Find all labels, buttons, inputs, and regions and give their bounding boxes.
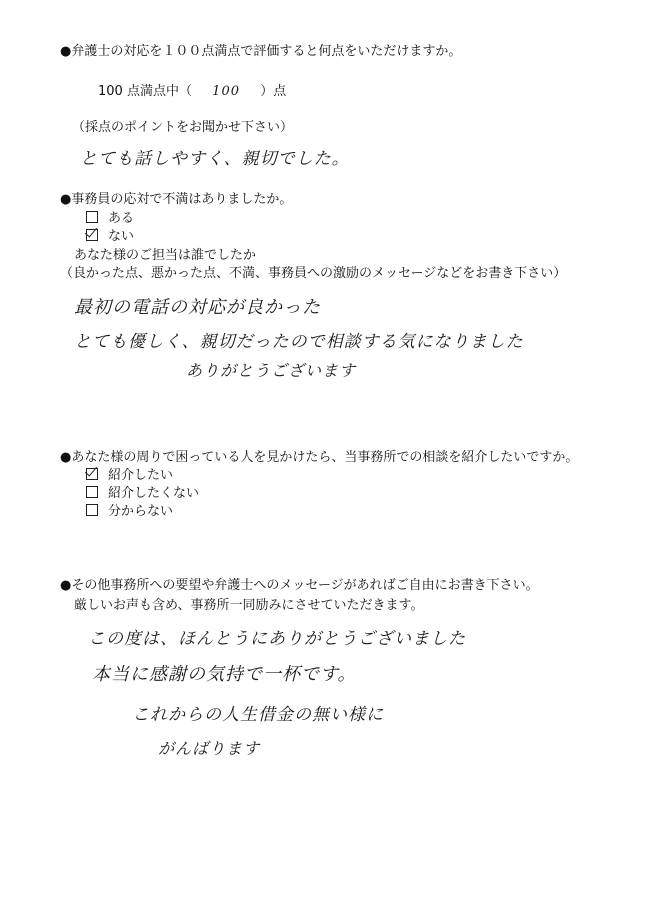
checkbox-checked-icon[interactable] — [86, 468, 98, 480]
q4-note: 厳しいお声も含め、事務所一同励みにさせていただきます。 — [74, 598, 424, 613]
q4-answer-line-1[interactable]: この度は、ほんとうにありがとうございました — [88, 629, 466, 649]
q4-answer-line-3[interactable]: これからの人生借金の無い様に — [132, 705, 384, 725]
score-value[interactable]: 100 — [212, 84, 240, 99]
checkbox-icon[interactable] — [86, 504, 98, 516]
question-1 — [60, 44, 461, 60]
bullet-icon: ● — [60, 578, 72, 593]
option-label: ない — [108, 229, 135, 244]
staff-label: あなた様のご担当は誰でしたか — [74, 248, 257, 263]
comment-label: （良かった点、悪かった点、不満、事務員への激励のメッセージなどをお書き下さい） — [60, 266, 567, 281]
checkbox-icon[interactable] — [86, 211, 98, 223]
question-2 — [60, 192, 292, 208]
bullet-icon: ● — [60, 450, 72, 465]
score-row — [98, 84, 286, 100]
score-suffix: ）点 — [260, 84, 287, 99]
q3-option-wakaranai[interactable] — [86, 504, 173, 520]
points-answer[interactable]: とても話しやすく、親切でした。 — [80, 149, 350, 169]
question-3-text: あなた様の周りで困っている人を見かけたら、当事務所での相談を紹介したいですか。 — [71, 450, 579, 465]
question-2-text: 事務員の応対で不満はありましたか。 — [71, 192, 293, 207]
option-label: ある — [108, 211, 135, 226]
points-label: （採点のポイントをお聞かせ下さい） — [72, 120, 294, 135]
bullet-icon: ● — [60, 44, 72, 59]
q2-option-nai[interactable] — [86, 229, 134, 245]
option-label: 紹介したくない — [108, 486, 200, 501]
question-4-text: その他事務所への要望や弁護士へのメッセージがあればご自由にお書き下さい。 — [71, 578, 539, 593]
checkbox-checked-icon[interactable] — [86, 229, 98, 241]
q2-answer-line-2[interactable]: とても優しく、親切だったので相談する気になりました — [74, 332, 524, 352]
checkbox-icon[interactable] — [86, 486, 98, 498]
question-3 — [60, 450, 578, 466]
option-label: 分からない — [108, 504, 174, 519]
bullet-icon: ● — [60, 192, 72, 207]
question-1-text: 弁護士の対応を１００点満点で評価すると何点をいただけますか。 — [71, 44, 462, 59]
q3-option-shokai-shitai[interactable] — [86, 468, 173, 484]
question-4 — [60, 578, 539, 594]
q4-answer-line-2[interactable]: 本当に感謝の気持で一杯です。 — [92, 664, 357, 685]
option-label: 紹介したい — [108, 468, 174, 483]
score-prefix: 100 点満点中（ — [98, 84, 192, 99]
q4-answer-line-4[interactable]: がんばります — [158, 739, 261, 758]
q3-option-shokai-shitakunai[interactable] — [86, 486, 199, 502]
q2-answer-line-1[interactable]: 最初の電話の対応が良かった — [74, 297, 321, 318]
q2-answer-line-3[interactable]: ありがとうございます — [186, 361, 357, 380]
